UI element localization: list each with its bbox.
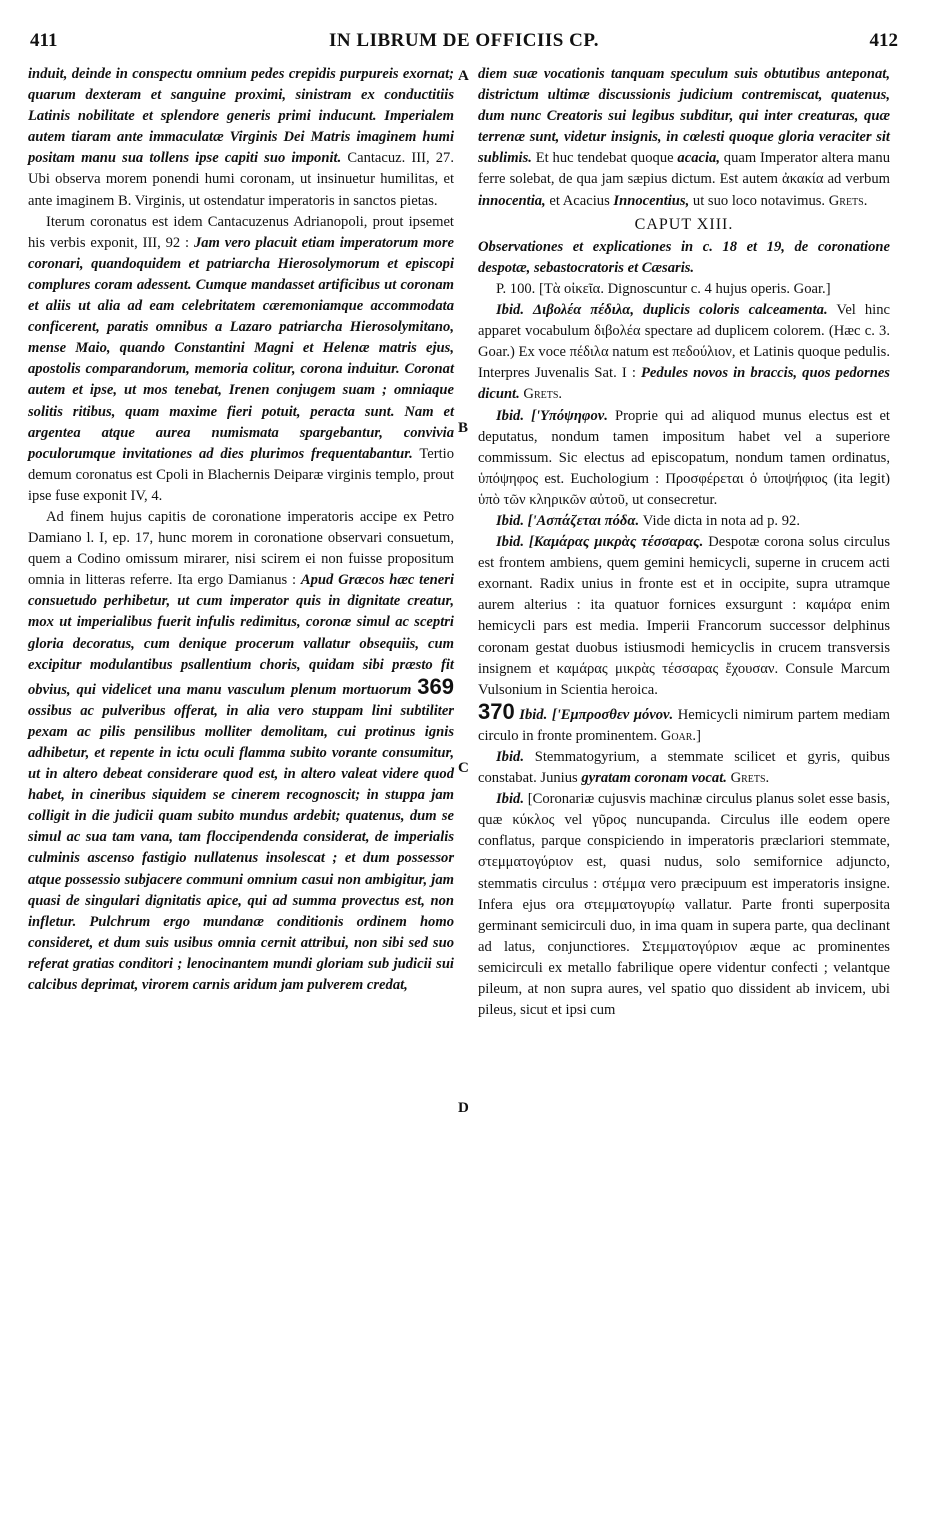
note-text: P. 100. [Τὰ οἰκεῖα. Dignoscuntur c. 4 hujus operis. Goar.] — [496, 280, 831, 297]
left-column — [28, 64, 454, 996]
note-lemma: ['Υπόψηφον. — [531, 407, 608, 424]
author-signature: Grets. — [730, 770, 770, 787]
note-entry — [478, 511, 890, 532]
commentary-text: Iterum coronatus est idem Cantacuzenus Adrianopoli, prout ipsemet his verbis exponit, III, 92 : — [28, 213, 454, 251]
commentary-text: Ad finem hujus capitis de coronatione imperatoris accipe ex Petro Damiano l. I, ep. 17, hunc morem in coronatione observari consuetum, quem a Codino omissum mirarer, nisi scirem ei non fuisse propositum omnia in litteras referre. Ita ergo Damianus : — [28, 508, 454, 589]
commentary-text: Cantacuz. III, 27. Ubi observa morem ponendi humi coronam, ut insinuetur humilitas, et ante imaginem B. Virginis, ut ostendatur imperatoris in sanctos pietas. — [28, 150, 454, 209]
chapter-heading: CAPUT XIII. — [634, 215, 734, 233]
page-number-right: 412 — [869, 30, 898, 51]
note-entry — [478, 279, 890, 300]
marginal-page-number: 370 — [478, 698, 515, 724]
margin-letter-b: B — [458, 420, 469, 436]
right-column — [478, 64, 890, 1021]
quotation: induit, deinde in conspectu omnium pedes crepidis purpureis exornat; quarum dexteram et sanguine proximi, sinistram ex conductitiis Latinis nobilitate et splendore generis primi inducunt. Imperialem autem tiaram ante immaculatæ Virginis Dei Matris imaginem humi positam manu sua tollens ipse capiti suo imponit. — [28, 66, 454, 167]
note-text: Proprie qui ad aliquod munus electus est et deputatus, nondum tamen impositum habet vel a superiore commissum. Sic electus ad episcopatum, nondum tamen ordinatus, ὑπόψηφος est. Euchologium : Προσφέρεται ὁ ὑποψήφιος (ita legit) ὑπὸ τῶν κληρικῶν αὐτοῦ, ut consecretur. — [478, 407, 890, 508]
paragraph — [28, 507, 454, 996]
paragraph — [28, 212, 454, 507]
italic-term: acacia, — [677, 150, 720, 167]
note-text: Vide dicta in nota ad p. 92. — [642, 512, 800, 529]
commentary-text: et Acacius — [549, 192, 610, 209]
note-lead: Ibid. — [496, 512, 524, 529]
note-lead: Ibid. — [496, 791, 524, 808]
author-signature: Grets. — [523, 386, 563, 403]
quotation: ossibus ac pulveribus offerat, in alia vero stuppam lini subtiliter pexam ac pilis pensilibus molliter demolitam, cui protinus ignis adhibetur, et repente in ictu oculi flamma subito vorante consumitur, ut in altero debeat considerare quod est, in altero valeat videre quod habet, in cineribus siquidem se cinerem recognoscit; in stuppa jam colligit in die judicii quam subito mundus ardebit; quatenus, dum se simul ac sua tam vana, tam floccipendenda considerat, de imperialis culminis ascenso fastigio nullatenus insolescat ; et dum possessor atque possessio subjacere communi omnium casui non ambigitur, jam quasi de singulari dignitatis apice, qui ad summa provectus est, non infletur. Pulchrum ergo mundanæ conditionis ordinem homo consideret, et dum suis usibus omnia cernit attribui, non sibi sed suo referat gratias conditori ; lenocinantem mundi gloriam sub judicii sui calcibus deprimat, virorem carnis aridum jam pulverem credat, — [28, 702, 454, 994]
paragraph — [478, 64, 890, 212]
note-text: Despotæ corona solus circulus est frontem ambiens, quem gemini hemicycli, superne in crucem acti exornant. Radix unius in fronte est et in occipite, supra utramque aurem alterius : ita quatuor fornices exsurgunt : καμάρα enim hemicycli pars est media. Imperii Francorum successor delphinus coronam gestat duobus istiusmodi hemicyclis in crucem transversis insignem et καμάρας μικρὰς τέσσαρας ἔχουσαν. Consule Marcum Vulsonium in Scientia heroica. — [478, 534, 890, 698]
note-text: [Coronariæ cujusvis machinæ circulus planus solet esse basis, quæ κύκλος vel γῦρος nuncupanda. Circulus ille eodem opere conflatus, parque conspiciendo in imperatoris præclariori stemmate, στεμματογύριον est, quasi nudus, solo semifornice adjuncto, stemmatis circulus : στέμμα vero præcipuum est imperatoris insigne. Infera ejus ora στεμματογυρίῳ vallatur. Parte fronti superposita germinant semicirculi duo, in ima quam in supera parte, qua declinant ad latus, conjunctiores. Στεμματογύριον æque ac prominentes semicirculi ex metallo fabrilique opere videntur confecti ; velantque pileum, at non supra aures, vel spatio quo dissident ab invicem, ubi pileus, sicut et ipsi cum — [478, 791, 890, 1019]
italic-term: innocentia, — [478, 192, 546, 209]
note-entry — [478, 747, 890, 789]
paragraph — [28, 64, 454, 212]
note-lead: Ibid. — [496, 302, 524, 319]
note-text: Stemmatogyrium, a stemmate scilicet et gyris, quibus constabat. Junius — [478, 749, 890, 787]
running-title: IN LIBRUM DE OFFICIIS CP. — [329, 30, 599, 51]
author-signature: Grets. — [828, 192, 868, 209]
note-text: Hemicycli nimirum partem mediam circulo in fronte prominentem. — [478, 706, 890, 744]
page-number-left: 411 — [30, 30, 58, 51]
note-entry — [478, 532, 890, 701]
note-lemma: ['Ασπάζεται πόδα. — [527, 512, 640, 529]
note-entry — [478, 789, 890, 1021]
margin-letter-a: A — [458, 68, 469, 84]
quotation: Pedules novos in braccis, quos pedornes dicunt. — [478, 365, 890, 403]
chapter-subtitle: Observationes et explicationes in c. 18 et 19, de coronatione despotæ, sebastocratoris et Cæsaris. — [478, 238, 890, 276]
marginal-page-number: 369 — [417, 673, 454, 699]
note-lead: Ibid. — [496, 749, 524, 765]
note-entry — [478, 406, 890, 511]
margin-letter-d: D — [458, 1100, 469, 1116]
quotation: gyratam coronam vocat. — [581, 770, 727, 787]
commentary-text: quam Imperator altera manu ferre solebat, de qua jam sæpius dictum. Est autem ἀκακία ad verbum — [478, 150, 890, 188]
commentary-text: Et huc tendebat quoque — [535, 150, 674, 167]
note-entry — [478, 300, 890, 405]
note-text: Vel hinc apparet vocabulum διβολέα spectare ad duplicem colorem. (Hæc c. 3. Goar.) Ex voce πέδιλα natum est πεδούλιον, et Latinis quoque pedulis. Interpres Juvenalis Sat. I : — [478, 302, 891, 382]
commentary-text: ut suo loco notavimus. — [692, 192, 826, 209]
quotation: diem suæ vocationis tanquam speculum suis obtutibus anteponat, districtum ultimæ discussionis judicium contremiscat, quatenus, dum nunc Creatoris sui legibus subditur, qui inter creaturas, quæ terrenæ sunt, videtur insignis, in cœlesti quoque gloria veraciter sit sublimis. — [478, 66, 890, 167]
note-lead: Ibid. — [519, 706, 548, 723]
italic-term: Innocentius, — [613, 192, 690, 209]
margin-letter-c: C — [458, 760, 469, 776]
note-lemma: ['Εμπροσθεν μόνον. — [551, 706, 674, 723]
note-lead: Ibid. — [496, 534, 524, 551]
running-header — [30, 30, 898, 58]
note-lemma: [Καμάρας μικρὰς τέσσαρας. — [528, 534, 704, 551]
note-lemma: Διβολέα πέδιλα, duplicis coloris calceamenta. — [533, 302, 828, 319]
quotation: Jam vero placuit etiam imperatorum more coronari, quandoquidem et patriarcha Hierosolymorum et episcopi complures coram adessent. Cumque mandasset artificibus ut coronam et aliis ut alia ad eam celebritatem cæremoniamque accommodata conficerent, paratis omnibus a Lazaro patriarcha Hierosolymitano, mense Maio, quando Constantini Magni et Helenæ matris ejus, apostolis comparandorum, memoria colitur, corona induitur. Coronat autem et ipse, ut mos tenebat, Irenen conjugem suam ; omniaque solitis ritibus, quam maxime fieri potuit, peracta sunt. Nam et argentea atque aurea numismata spargebantur, convivia poculorumque invitationes ad dies plurimos frequentabantur. — [28, 234, 454, 462]
note-entry — [478, 698, 890, 747]
commentary-text: Tertio demum coronatus est Cpoli in Blachernis Deiparæ virginis templo, prout ipse fuse exponit IV, 4. — [28, 445, 454, 504]
author-signature: Goar.] — [660, 727, 701, 744]
quotation: Apud Græcos hæc teneri consuetudo perhibetur, ut cum imperator quis in dignitate creatur, mox ut imperialibus fuerit infulis redimitus, coronæ simul ac sceptri gloria decoratus, cum denique procerum vallatur obsequiis, cum excipitur modulantibus psallentium choris, quidam sibi præsto fit obvius, qui videlicet una manu vasculum plenum mortuorum — [28, 572, 455, 698]
note-lead: Ibid. — [496, 407, 524, 424]
